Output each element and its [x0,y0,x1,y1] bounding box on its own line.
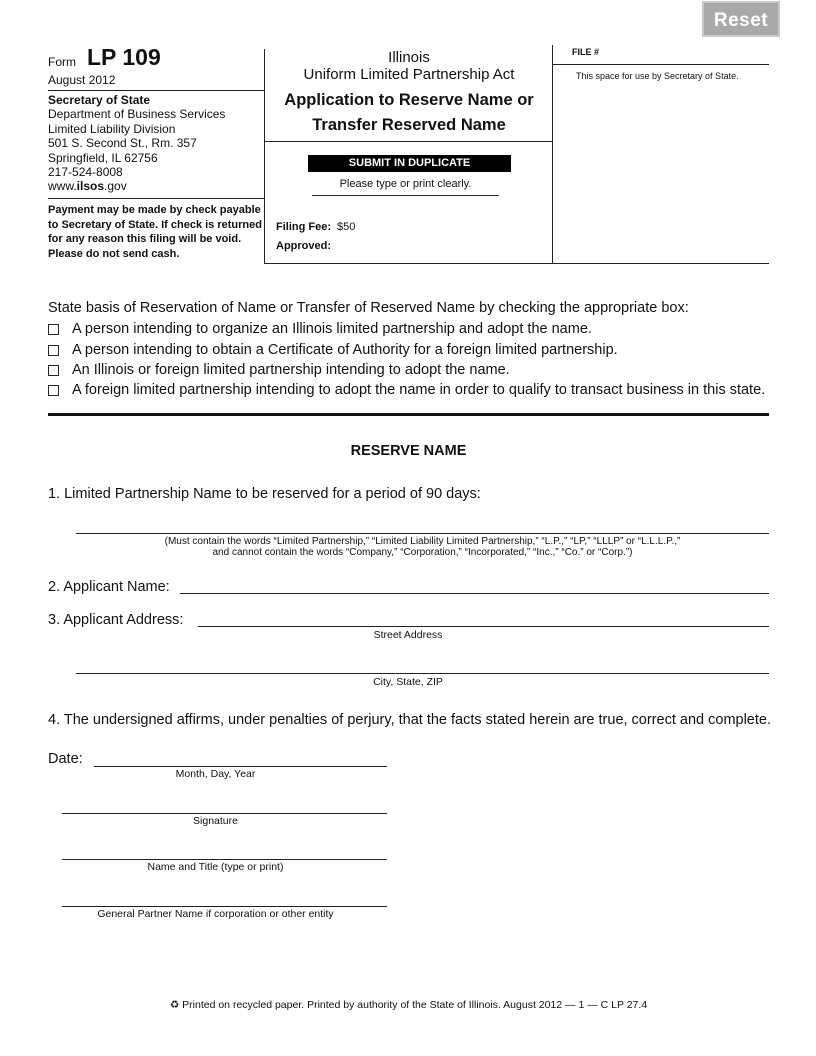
filing-fee-value: $50 [337,221,356,233]
divider [48,90,264,91]
signature-input[interactable] [62,799,387,814]
filing-fee-label: Filing Fee: [276,221,331,233]
file-number-label: FILE # [572,47,600,57]
basis-option [48,362,510,378]
name-requirement-note [76,536,769,558]
payment-note: Payment may be made by check payable to Secretary of State. If check is returned for any reason this filing will be void. Please do not send cash. [48,204,262,260]
divider [553,64,769,65]
header-bottom-rule [264,263,769,264]
sos-use-note: This space for use by Secretary of State. [576,71,739,81]
general-partner-label: General Partner Name if corporation or other entity [97,908,334,920]
option-checkbox[interactable] [48,385,59,396]
date-format-label: Month, Day, Year [175,768,256,780]
question-1: 1. Limited Partnership Name to be reserved for a period of 90 days: [48,486,481,502]
website-suffix: .gov [104,179,127,194]
question-3: 3. Applicant Address: [48,612,184,628]
basis-intro: State basis of Reservation of Name or Transfer of Reserved Name by checking the appropriate box: [48,300,689,316]
address-line: 501 S. Second St., Rm. 357 [48,136,197,151]
basis-option [48,382,765,398]
office-title: Secretary of State [48,93,151,107]
basis-option [48,342,618,358]
lp-name-input[interactable] [76,519,769,534]
divider [264,141,553,142]
please-type-note: Please type or print clearly. [339,178,472,190]
form-title [265,88,553,138]
date-label: Date: [48,751,83,767]
form-title-line: Application to Reserve Name or [284,91,534,109]
form-id: LP 109 [87,44,161,70]
basis-option [48,321,592,337]
filing-fee [276,221,355,233]
address-line: Springfield, IL 62756 [48,150,158,165]
website [48,179,225,193]
form-date: August 2012 [48,73,116,87]
website-bold: ilsos [76,179,105,194]
website-prefix: www. [48,179,77,194]
footer-note: ♻ Printed on recycled paper. Printed by authority of the State of Illinois. August 2012 — 1 — C LP 27.4 [169,999,648,1011]
street-address-input[interactable] [198,612,769,627]
divider [312,195,499,196]
option-checkbox[interactable] [48,345,59,356]
option-label: A person intending to organize an Illinois limited partnership and adopt the name. [72,321,592,337]
section-heading: RESERVE NAME [350,443,467,459]
name-title-input[interactable] [62,845,387,860]
approved-label: Approved: [276,240,331,252]
option-label: A foreign limited partnership intending to adopt the name in order to qualify to transact business in this state. [72,382,766,398]
form-title-line: Transfer Reserved Name [312,116,506,134]
option-checkbox[interactable] [48,365,59,376]
address-line: 217-524-8008 [48,165,123,180]
question-4: 4. The undersigned affirms, under penalties of perjury, that the facts stated herein are true, correct and complete. [48,712,771,728]
section-rule [48,413,769,416]
name-title-label: Name and Title (type or print) [147,861,284,873]
address-line: Limited Liability Division [48,121,176,136]
option-checkbox[interactable] [48,324,59,335]
general-partner-input[interactable] [62,892,387,907]
form-label: Form [48,55,76,69]
city-state-zip-label: City, State, ZIP [373,676,443,688]
question-2: 2. Applicant Name: [48,579,170,595]
office-address [48,93,225,194]
reset-button[interactable]: Reset [702,1,780,37]
act-name: Uniform Limited Partnership Act [303,66,515,83]
applicant-name-input[interactable] [180,579,769,594]
state-name: Illinois [388,49,430,66]
option-label: An Illinois or foreign limited partnership intending to adopt the name. [72,362,510,378]
signature-label: Signature [193,815,238,827]
submit-duplicate-banner: SUBMIT IN DUPLICATE [308,155,511,172]
address-line: Department of Business Services [48,107,226,122]
city-state-zip-input[interactable] [76,659,769,674]
note-line: and cannot contain the words “Company,” “Corporation,” “Incorporated,” “Inc.,” “Co.” or “Corp.”) [212,547,633,558]
state-title [265,49,553,83]
street-address-label: Street Address [373,629,443,641]
option-label: A person intending to obtain a Certificate of Authority for a foreign limited partnership. [72,342,618,358]
divider [48,198,264,199]
note-line: (Must contain the words “Limited Partnership,” “Limited Liability Limited Partnership,” “L.P.,” “LP,” “LLLP” or “L.L.L.P.,” [164,536,681,547]
date-input[interactable] [94,752,387,767]
